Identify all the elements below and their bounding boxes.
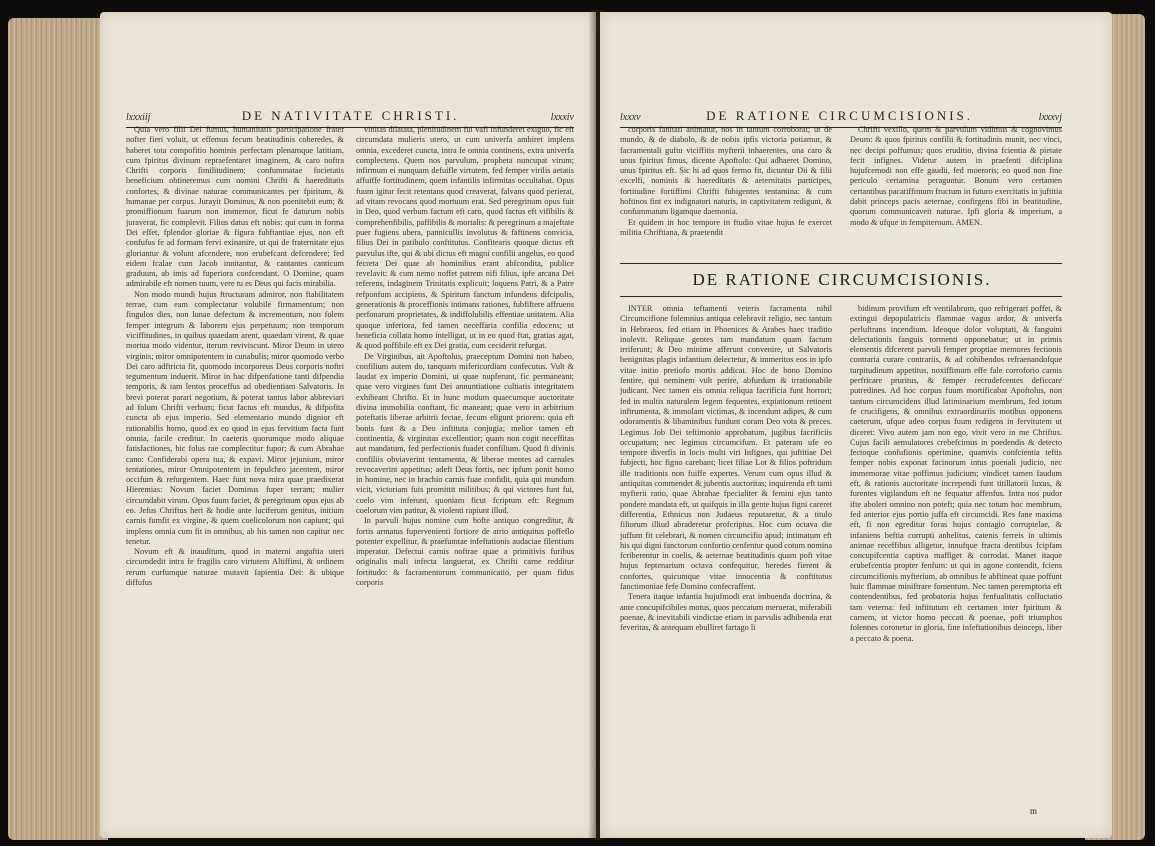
page-edges-left (8, 18, 108, 840)
paragraph: Novum eft & inauditum, quod in materni anguftia uteri circumdedit intra fe fragilis caro virtutem Altiffimi, & ordinem rerum curfumque naturae mutavit fapientia Dei: & ubique diffufus (126, 547, 344, 588)
paragraph: Tenera itaque infantia hujufmodi erat imbuenda doctrina, & ante concupifcibiles motus, quos peccatum meruerat, miferabili poenae, & inevitabili vindictae etiam in parvulis adhibenda erat feveritas, & antequam ebulliret fartago li (620, 592, 832, 633)
paragraph: De Virginibus, ait Apoftolus, praeceptum Domini non habeo, confilium autem do, tanquam mifericordiam confecutus. Vult & laudat ex imperio Domini, ut quae nupferunt, fic permaneant; quae vero virgines funt Dei annuntiatione cultiatis integritatem exhibeant Chrifto. Et in hunc modum quaecumque auctoritate divina immobilia conftant, fic maneant; quae vero in arbitrium poteftatis liberae arbitrii fectae, fecum eligunt priorem: quia eft bonis funt & a Deo inftituta conjugia; melior tamen eft continentia, & virginitas excellentior; quam non cogit neceffitas aut mandatum, fed perfectionis fuadet confilium. Quod fi divinis confiliis obviaverint tentamenta, & liberae mentes ad carnales revocaverint appetitus; adeft Deus fortis, nec ipfum ponit homo in homine, nec in brachio carnis fuae confidit, quia qui mundum vicit, victoriam fuis promittit militibus; & qui victores funt fui, coelo vim inferunt, quoniam ficut fcriptum eft: Regnum coelorum vim patitur, & violenti rapiunt illud. (356, 351, 574, 515)
right-body-column-2 (850, 304, 1062, 804)
left-page-number: lxxxiij (126, 112, 151, 123)
left-page-secondary-number: lxxxiv (550, 112, 574, 123)
paragraph: Quia vero filii Dei fumus, humanitatis participatione frater nofter fieri voluit, ut effemus fecum beatitudinis coheredes, & haberet tota compofitio hominis perfectam plenamque latitiam, cum fpiritus divinum repraefentaret imaginem, & caro noftra Chrifti corporis fimilitudinem; confummatae focietatis beneficium obtineremus cum nomini Chrifti & haereditatis confortes, & divinae naturae communicantes per fpiritum, & humanae per corpus. Jurayit Dominus, & non poenitebit eum; & promiffionum fuarum non immemor, ficut fe daturum nobis juraverat, fic complevit. Filius datus eft nobis: qui cum in forma Dei effet, fplendor gloriae & figura fubftantiae ejus, non eft confufus fe ad formam fervi exinanire, ut qui de fraternitate ejus gloriantur & volunt afcendere, non erubefcant defcendere; fed eidem fcalae cum Jacob innitantur, & cantantes canticum graduum, ab imis ad fuperiora confcendant. O Domine, quam admirabile eft nomen tuum, vere tu es Deus qui facis mirabilia. (126, 125, 344, 289)
paragraph: Non modo mundi hujus ftructuram admiror, non ftabilitatem terrae, cum eam complectatur volubile firmamentum; non fingulos dies, non lunae defectum & incrementum, non folem femper integrum & laborem ejus perpetuum; non temporum viciffitudines, in quibus quaedam arent, quaedam virent, & quae mortua modo videntur, iterum reviviscunt. Miror Deum in utero virginis; miror omnipotentem in cunabulis; miror quomodo verbo Dei caro adftricta fit, quomodo incorporeus Deus corporis noftri tegumentum induerit. Miror in hac difpenfatione tanti difpendia temporis, & tam lentos proceffus ad obedientiam Salvatoris. In brevi poterat parari negotium, & poterat tantus labor abbreviari ad folum Chrifti verbum; ficut factus eft mundus, & difpofita cuncta ab ejus imperio. Sed elementario mundo dignior eft rationabilis homo, quod ex eo quod in ejus fervitium facta funt omnia, facile creditur. In caeteris quorumque modo aliquae fatisfactiones, hic folus rae complectitur fupor; & cum Abrahae cano: Confiderabi opera tua, & expavi. Miror jejunium, miror tentationes, miror Omnipotentem in fepulchro jacentem, miror occifum & refurgentem. Haec funt nova mira quae praedixerat Hieremias: Novum faciet Dominus fuper terram; mulier circumdabit virum. Opus fuum faciet, & peregrinum opus ejus ab eo. Jefus Chriftus heri & hodie ante luciferum genitus, initium carnis fumfit ex virgine, & quem coelicolorum non capiunt; qui implens omnia cum fit in omnibus, ab his tamen non capitur nec tenetur. (126, 289, 344, 546)
right-running-title: DE RATIONE CIRCUMCISIONIS. (706, 108, 974, 123)
right-top-column-2 (850, 125, 1062, 255)
left-running-title: DE NATIVITATE CHRISTI. (241, 108, 460, 123)
catchword: m (1030, 806, 1038, 816)
section-title: DE RATIONE CIRCUMCISIONIS. (692, 270, 992, 289)
left-column-2 (356, 125, 574, 825)
left-column-1 (126, 125, 344, 825)
right-top-column-1 (620, 125, 832, 255)
right-page (600, 12, 1112, 838)
paragraph: bidinum provifum eft ventilabrum, quo refrigerari poffet, & extingui depopulatricis flammae vagus ardor, & univerfa perluftrans incendium. Ideoque dolor voluptati, & fanguini delectationis fanguis tormenti opponebatur; ut in primis elementis difcerent parvuli femper proptiae memores fectionis contraria curare contrariis, & ad cohibendos refraenandofque turpitudinum appetitus, noxiffimum effe fale corroforio carnis perfricare pruritus, & femper recrudefcentes deficcare putredines. Ad hoc corpus fuum mortificabat Apoftolus, non tantum circumcidens illud latiminarium membrum, fed totum fe crucifigens, & omnibus extraordinariis motibus opponens caeterum, ufque adeo corpus fuum redigens in fervitutem ut diceret: Vivo autem jam non ego, vivit vero in me Chriftus. Cujus facili aemulatores crebefcimus in poedendis & detecto fectoque confufionis operimine, quamvis confcientia teftis femper nobis exponat facinorum intus poenali judicio, nec immemorae vitae poffimus judicium; vindicet tamen faudum eft, & rationis auctoritate incrependi funt titillatorii luxus, & furentes vigilandum eft ne fequatur affenfus. Intra nos pudor ifte aboleri omnino non poteft; quia nec totum hoc membrum, fed anterior ejus portio juffa eft circumcidi. Res fane maxima eft, fi non egreditur foras hujus contagio corruptelae, & infaniens beftia corrupti anhelitus, catenis ferreis in ultimis animae receffibus alligetur, innufque fracta dentibus fcipfam concupifcentia captiva maffiget & corrodat. Manet itaque erubefcentia propter fenfum: ut qui in agone contendit, fciens circumcifionis myfterium, ab omnibus fe abftineat quae poffunt huic flammae miniftrare fomentum. Nec tamen peremptoria eft contendentibus, fed probatoria hujus fenfualitatis colluctatio tam veterna: fed inftitutum eft certamen inter fpiritum & carnem, ut victor homo peccati & poenae, poft triumphos folennes coronetur in gloria, fine infeftationibus deinceps, liber a peccato & poena. (850, 304, 1062, 643)
right-page-number: lxxxv (620, 112, 641, 123)
paragraph: vinitas dilatata, plenitudinem fui vafi infunderet exiguo, fic eft circumdata mulieris utero, ut cum univerfa ambiret implens omnia, excederet cuncta, intra fe omnia continens, extra univerfa complectens. Quem nos parvulum, propheta nuncupat virum; infirmum ei nunquam defuifle virtutem, fed femper virilis aetatis affuiffe fortitudinem, quem infantilis infirmitas occultabat. Opus fuum igitur fecit retentans quod creaverat, falvans quod perierat, ad vitam revocans quod mortuum erat. Sed peregrinum opus fuit in Deo, quod verbum factum eft caro, quod factus eft vifibilis & comprehenfibilis, paffibilis & mortalis: & peregrinum a majeftate puer fugiens ubera, pannicullis involutus & faftinens convicia, filius Dei in patibulo conftitutus. Confitearis quoque dictus eft parvulus ifte, qui & ubi dictus eft magni confilii angelus, eo quod fecreta Dei quae ab hominibus erant abfcondita, publice revelavit: & cum nemo noffet patrem nifi filius, ipfe arcana Dei referens, indaginem Trinitatis explicuit; loquens Patri, & a Patre refponfum accipiens, & Spiritum fanctum infundens difcipulis, generationis & proceffionis intimans rationes, fubfiftere affruens perfonarum proprietates, & indiffolubilis effentiae unitatem. Alia quoque inferiora, fed tamen neceffaria confilia edocens; ut beneficia collata homo intelligat, ut in eo quod ftat, gratias agat, & quod poffibile eft ex Dei gratia, cum ceciderit refurgat. (356, 125, 574, 351)
paragraph: Chrifti vexillo, quem & parvulum vidimus & cognovimus Deum: & quos fpiritus confilii & fortitudinis munit, nec vinci, nec decipi poffumus; quos eruditio, divina fcientia & pietate fecit infignes. Videtur autem in praefenti difciplina hujufcemodi non effe gaudii, fed moeroris; eo quod non fine periculo certamina peraguntur. Bonum vero certamen certantibus pacatiffimum fructum in futuro exercitatis in juftitia dabit princeps pacis aeternae, confirgens fibi in beatitudine, quorum communicaveit naturae. Ipfi gloria & imperium, a modo & ufque in fempiternum. AMEN. (850, 125, 1062, 227)
right-page-secondary-number: lxxxvj (1038, 112, 1062, 123)
paragraph: Et quidem in hoc tempore in ftudio vitae hujus fe exercet militia Chriftiana, & praetendit (620, 217, 832, 237)
paragraph: corporis fanitati animatur, nos in tantum corroborat; ut de mundo, & de diabolo, & de nobis ipfis victoria potiamur, & facramentali guftu viciffitis myfterii inhaerentes, una caro & unus fpiritus fimus, dicente Apoftolo: Qui adhaeret Domino, unus fpiritus eft. Sic hi ad quos fermo fit, dicuntur Dii & filii excelfi, nominis & haereditatis & aeternitatis participes, fortitudine fortiffimi Chrifti fubigentes tentamina: & cum hoftinos fint ex indignatori naturis, in captivitatem redigunt, & confummatum ligamque daemonia. (620, 125, 832, 217)
paragraph: INTER omnia teftamenti veteris facramenta nihil Circumcifione folemnius antiqua celebravit religio, nec tantum in Hebraeos, fed etiam in Phoenices & Arabes haec traditio inolevit. Reliquae gentes tam mandatum quam factum irriferunt; & Deo minime afferunt convenire, ut Salvatoris benignitas plagis infantium delectetur, & immeritos eos in ipfo vitae initio pretiofo mortis addicat. Hoc de bono Domino fentire, qui neminem vult perire, abfurdum & irrationabile judicant. Nec tamen eis omnia reliqua facrificia funt horrori; fed in multis naturalem legem fequentes, expiationum retinent inftrumenta, & immolant victimas, & incendunt adipes, & cum odoramentis & libaminibus fundunt coram Deo vota & preces. Legimus Job Dei teftimonio approbatum, jugibus facrificiis occupatum; nec legimus circumcifum. Et pateram ufe eo tempore diverfis in locis multi viri Infignes, qui juftitiae Dei fubjecti, hoc figno carebant; licet filiae Lot & filios poftridum ille traditionis non fuiffe expertes. Verum cum opus illud & antiquitas commendet & jubentis auctoritas; inquirenda eft tanti myfterii ratio, quae Abrahae fpecialiter & femini ejus tanto pondere mandata eft, ut quifquis in illa gente hujus figni careret differentia, Ethnicus non Judaeus reputaretur, & a titulo filiorum illiud abraderetur profcriptus. Hoc cum octava die juffum fit celebrari, & nomen circumcifio apud; intimatum eft his qui digni fanctorum confortio cenfentur quod cotum nomina fcriberentur in coelis, & aeternae beatitudinis quam poft vitae hujus feptenarium octava confequitur, heredes fierent & confortes, quicumque vitae innocentia & conftitutus fanctimoniae fefe Domino confecraffent. (620, 304, 832, 592)
right-body-column-1 (620, 304, 832, 804)
section-rule-bottom (620, 296, 1062, 297)
paragraph: In parvuli hujus nomine cum hofte antiquo congreditur, & fortis armatus fupervenienti fortiore de atrio antiquitus poffeflo potenter expellitur, & praefumtae infeftationis audaciae filentium imperatur. Defectui carnis noftrae quae a primitivis furibus originalis mali infecta languerat, ex Chrifti carne redditur fortitudo: & facramentorum communicatio, per quam fidus corporis (356, 516, 574, 588)
section-rule-top (620, 263, 1062, 264)
left-page (100, 12, 596, 838)
